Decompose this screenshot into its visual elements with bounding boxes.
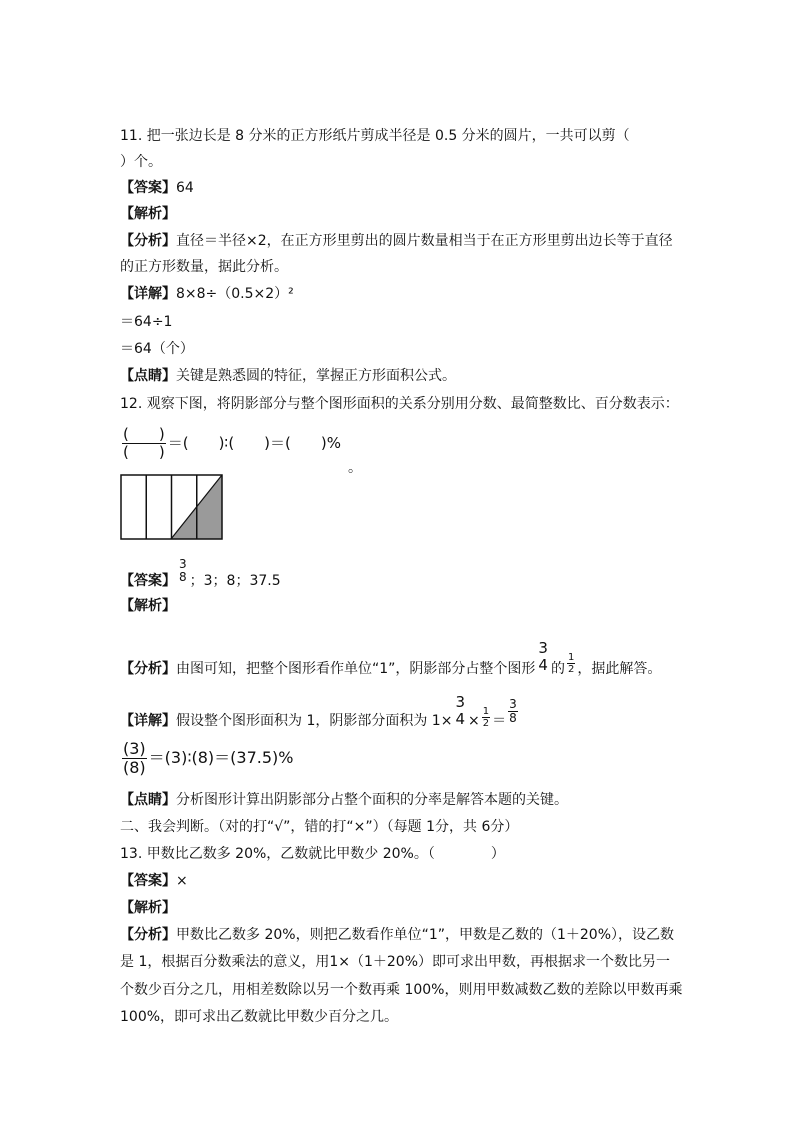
analysis-text-end: ，据此解答。 (577, 661, 662, 677)
q13-answer (120, 871, 188, 891)
q11-analysis-line2: 的正方形数量，据此分析。 (120, 259, 288, 275)
q13-analysis-line4: 100%，即可求出乙数就比甲数少百分之几。 (120, 1009, 399, 1025)
q12-stem: 12. 观察下图，将阴影部分与整个图形面积的关系分别用分数、最简整数比、百分数表示： (120, 396, 679, 412)
section-heading-judgement: 二、我会判断。（对的打“√”，错的打“×”）（每题 1分，共 6分） (120, 819, 519, 835)
q13-analysis-title: 【解析】 (120, 900, 176, 916)
tip-text: 关键是熟悉圆的特征，掌握正方形面积公式。 (176, 368, 456, 384)
answer-tag: 【答案】 (120, 573, 176, 589)
q11-detail-line1 (120, 284, 294, 304)
q11-detail-line2: ＝64÷1 (120, 314, 173, 330)
shaded-rectangle-figure (119, 472, 225, 542)
analysis-text: 由图可知，把整个图形看作单位“1”，阴影部分占整个图形 (176, 661, 536, 677)
answer-value: 64 (176, 180, 194, 196)
times-sign: × (468, 713, 480, 729)
analysis-text: 直径＝半径×2，在正方形里剪出的圆片数量相当于在正方形里剪出边长等于直径 (176, 233, 673, 249)
detail-tag: 【详解】 (120, 713, 176, 729)
fraction-one-half: $\frac{1}{2}$ (567, 651, 575, 675)
blank-ratio-percent: ＝( )∶( )＝( )% (167, 434, 341, 452)
q12-result-expression (120, 740, 293, 777)
result-ratio-percent: ＝(3)∶(8)＝(37.5)% (148, 748, 294, 767)
analysis-tag: 【分析】 (120, 661, 176, 677)
q12-period: 。 (348, 460, 362, 476)
q12-tip (120, 790, 568, 810)
answer-value: × (176, 873, 188, 889)
equals-sign: ＝ (492, 713, 507, 729)
q13-analysis-line1 (120, 925, 674, 945)
detail-text: 假设整个图形面积为 1，阴影部分面积为 1× (176, 713, 453, 729)
q12-detail (120, 693, 520, 738)
q11-stem-line2: ）个。 (120, 154, 162, 170)
answer-fraction: 3 8 (179, 557, 187, 584)
q13-analysis-line2: 是 1，根据百分数乘法的意义，用1×（1＋20%）即可求出甲数，再根据求一个数比另一 (120, 954, 671, 970)
analysis-text: 甲数比乙数多 20%，则把乙数看作单位“1”，甲数是乙数的（1＋20%），设乙数 (176, 927, 675, 943)
fraction-one-half: $\frac{1}{2}$ (482, 705, 490, 729)
q11-answer (120, 178, 194, 198)
answer-rest: ；3；8；37.5 (189, 573, 281, 589)
analysis-text-de: 的 (550, 661, 565, 677)
q11-detail-line3: ＝64（个） (120, 341, 194, 357)
q13-stem: 13. 甲数比乙数多 20%，乙数就比甲数少 20%。（ ） (120, 846, 505, 862)
detail-text: 8×8÷（0.5×2）² (176, 286, 294, 302)
q11-analysis-title: 【解析】 (120, 206, 176, 222)
q11-analysis-line1 (120, 231, 673, 251)
tip-text: 分析图形计算出阴影部分占整个面积的分率是解答本题的关键。 (176, 792, 568, 808)
q11-tip (120, 366, 456, 386)
q12-blank-expression (120, 426, 341, 461)
tip-tag: 【点睛】 (120, 368, 176, 384)
q12-analysis (120, 639, 662, 686)
fraction-three-fourths: 3 4 (455, 693, 465, 728)
q13-analysis-line3: 个数少百分之几，用相差数除以另一个数再乘 100%，则用甲数减数乙数的差除以甲数再乘 (120, 982, 683, 998)
answer-tag: 【答案】 (120, 180, 176, 196)
blank-fraction: $\frac{( )}{( )}$ (123, 425, 165, 461)
tip-tag: 【点睛】 (120, 792, 176, 808)
fraction-three-fourths: 3 4 (538, 639, 548, 674)
detail-tag: 【详解】 (120, 286, 176, 302)
fraction-three-eighths: $\frac{3}{8}$ (509, 696, 517, 725)
answer-tag: 【答案】 (120, 873, 176, 889)
result-fraction: $\frac{(3)}{(8)}$ (123, 739, 146, 777)
analysis-tag: 【分析】 (120, 927, 176, 943)
q11-stem-line1: 11. 把一张边长是 8 分米的正方形纸片剪成半径是 0.5 分米的圆片，一共可以剪（ (120, 128, 630, 144)
q12-answer (120, 557, 281, 594)
analysis-tag: 【分析】 (120, 233, 176, 249)
q12-analysis-title: 【解析】 (120, 598, 176, 614)
